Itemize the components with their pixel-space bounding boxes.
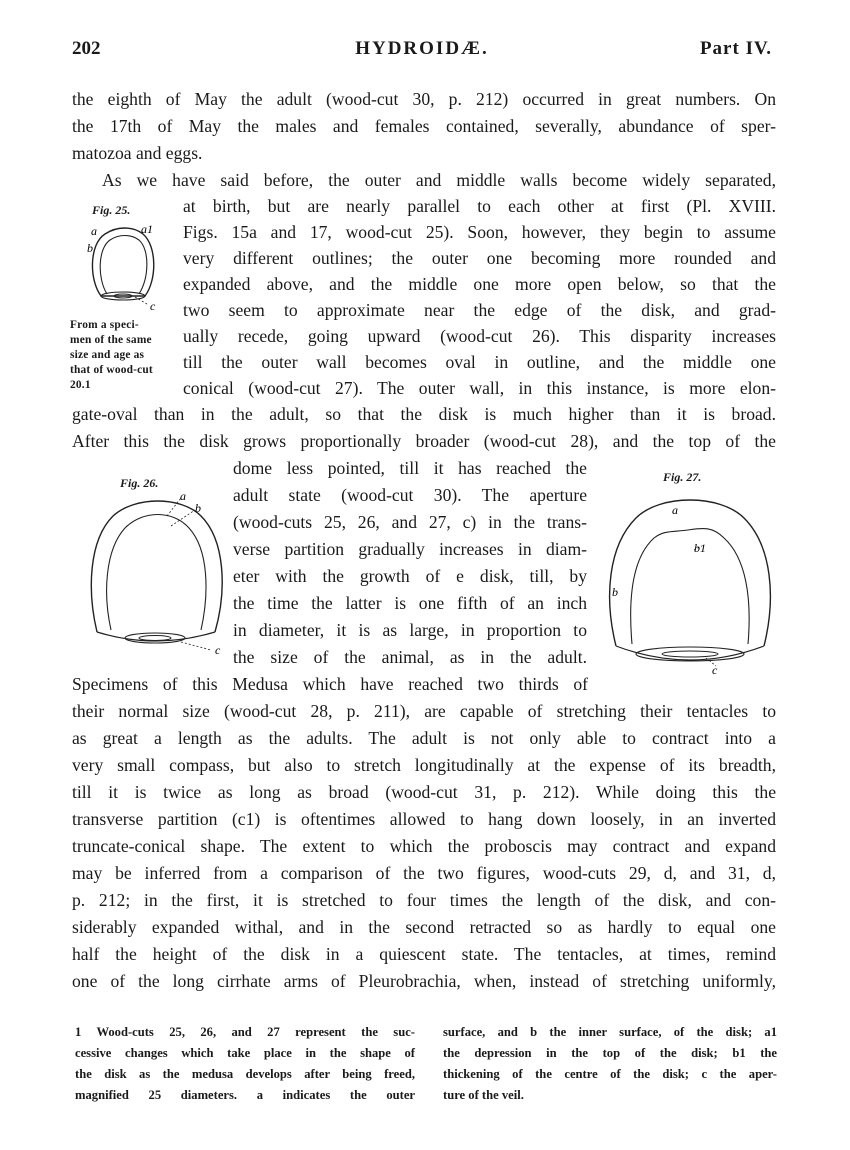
fig26-drawing <box>85 490 235 660</box>
text-line: the time the latter is one fifth of an inch <box>233 593 587 613</box>
fig25-caption: Fig. 25. <box>92 203 131 217</box>
text-line: very different outlines; the outer one becoming more rounded and <box>183 248 776 268</box>
text-line: Figs. 15a and 17, wood-cut 25). Soon, however, they begin to assume <box>183 222 776 242</box>
fig27-label-c: c <box>712 663 718 677</box>
text-line: truncate-conical shape. The extent to which the proboscis may contract and expand <box>72 836 776 856</box>
text-line: in diameter, it is as large, in proportion to <box>233 620 587 640</box>
footnote-line: the disk as the medusa develops after being freed, <box>75 1067 415 1081</box>
footnote-line: cessive changes which take place in the shape of <box>75 1046 415 1060</box>
text-line: ually recede, going upward (wood-cut 26). This disparity increases <box>183 326 776 346</box>
running-title: HYDROIDÆ. <box>355 38 489 59</box>
text-line: two seem to approximate near the edge of the disk, and grad- <box>183 300 776 320</box>
text-line: gate-oval than in the adult, so that the disk is much higher than it is broad. <box>72 404 776 424</box>
sidenote-line: men of the same <box>70 334 152 346</box>
footnote-right-column <box>443 1022 777 1106</box>
page-number: 202 <box>72 38 101 59</box>
text-line: as great a length as the adults. The adult is not only able to contract into a <box>72 728 776 748</box>
text-line: p. 212; in the first, it is stretched to four times the length of the disk, and con- <box>72 890 776 910</box>
fig25-drawing <box>85 222 165 317</box>
fig25-label-b: b <box>87 241 93 255</box>
text-line: at birth, but are nearly parallel to each other at first (Pl. XVIII. <box>183 196 776 216</box>
text-line: adult state (wood-cut 30). The aperture <box>233 485 587 505</box>
fig25-label-a1: a1 <box>141 222 153 236</box>
text-line: the size of the animal, as in the adult. <box>233 647 587 667</box>
fig26-label-c: c <box>215 643 221 657</box>
fig26-caption: Fig. 26. <box>120 476 159 490</box>
sidenote-line: size and age as <box>70 349 145 361</box>
sidenote-line: From a speci- <box>70 319 139 331</box>
text-line: may be inferred from a comparison of the two figures, wood-cuts 29, d, and 31, d, <box>72 863 776 883</box>
text-line: conical (wood-cut 27). The outer wall, in this instance, is more elon- <box>183 378 776 398</box>
fig27-figure <box>602 488 778 678</box>
part-label: Part IV. <box>699 38 772 59</box>
text-line: expanded above, and the middle one more open below, so that the <box>183 274 776 294</box>
footnote-line: ture of the veil. <box>443 1088 524 1102</box>
footnote-line: the depression in the top of the disk; b1 the <box>443 1046 777 1060</box>
footnote-line: magnified 25 diameters. a indicates the outer <box>75 1088 415 1102</box>
sidenote-line: 20.1 <box>70 379 91 391</box>
page-header <box>72 38 772 68</box>
text-line: verse partition gradually increases in diam- <box>233 539 587 559</box>
fig27-label-b1: b1 <box>694 541 706 555</box>
text-line: one of the long cirrhate arms of Pleurobrachia, when, instead of stretching uniformly, <box>72 971 776 991</box>
fig25-label-a: a <box>91 224 97 238</box>
text-line: dome less pointed, till it has reached the <box>233 458 587 478</box>
text-line: very small compass, but also to stretch longitudinally at the expense of its breadth, <box>72 755 776 775</box>
fig27-drawing <box>602 488 778 678</box>
text-line: (wood-cuts 25, 26, and 27, c) in the trans- <box>233 512 587 532</box>
footnote-line: surface, and b the inner surface, of the disk; a1 <box>443 1025 777 1039</box>
text-line: After this the disk grows proportionally broader (wood-cut 28), and the top of the <box>72 431 776 451</box>
fig26-figure <box>85 490 235 660</box>
text-line: matozoa and eggs. <box>72 143 203 163</box>
fig25-figure <box>85 222 165 317</box>
footnote-line: 1 Wood-cuts 25, 26, and 27 represent the suc- <box>75 1025 415 1039</box>
sidenote-line: that of wood-cut <box>70 364 153 376</box>
text-line: eter with the growth of e disk, till, by <box>233 566 587 586</box>
fig26-label-b: b <box>195 501 201 515</box>
text-line: the 17th of May the males and females contained, severally, abundance of sper- <box>72 116 776 136</box>
fig25-sidenote <box>70 318 182 393</box>
text-line: till it is twice as long as broad (wood-cut 31, p. 212). While doing this the <box>72 782 776 802</box>
fig25-label-c: c <box>150 299 156 313</box>
text-line: Specimens of this Medusa which have reached two thirds of <box>72 674 588 694</box>
text-line: their normal size (wood-cut 28, p. 211), are capable of stretching their tentacles to <box>72 701 776 721</box>
fig27-caption: Fig. 27. <box>663 470 702 484</box>
footnote-left-column <box>75 1022 415 1106</box>
fig26-label-a: a <box>180 489 186 503</box>
text-line: transverse partition (c1) is oftentimes allowed to hang down loosely, in an inverted <box>72 809 776 829</box>
text-line: half the height of the disk in a quiescent state. The tentacles, at times, remind <box>72 944 776 964</box>
text-line: siderably expanded withal, and in the second retracted so as hardly to equal one <box>72 917 776 937</box>
text-line: As we have said before, the outer and middle walls become widely separated, <box>102 170 776 190</box>
footnote-line: thickening of the centre of the disk; c the aper- <box>443 1067 777 1081</box>
fig27-label-a: a <box>672 503 678 517</box>
text-line: till the outer wall becomes oval in outline, and the middle one <box>183 352 776 372</box>
text-line: the eighth of May the adult (wood-cut 30, p. 212) occurred in great numbers. On <box>72 89 776 109</box>
fig27-label-b: b <box>612 585 618 599</box>
